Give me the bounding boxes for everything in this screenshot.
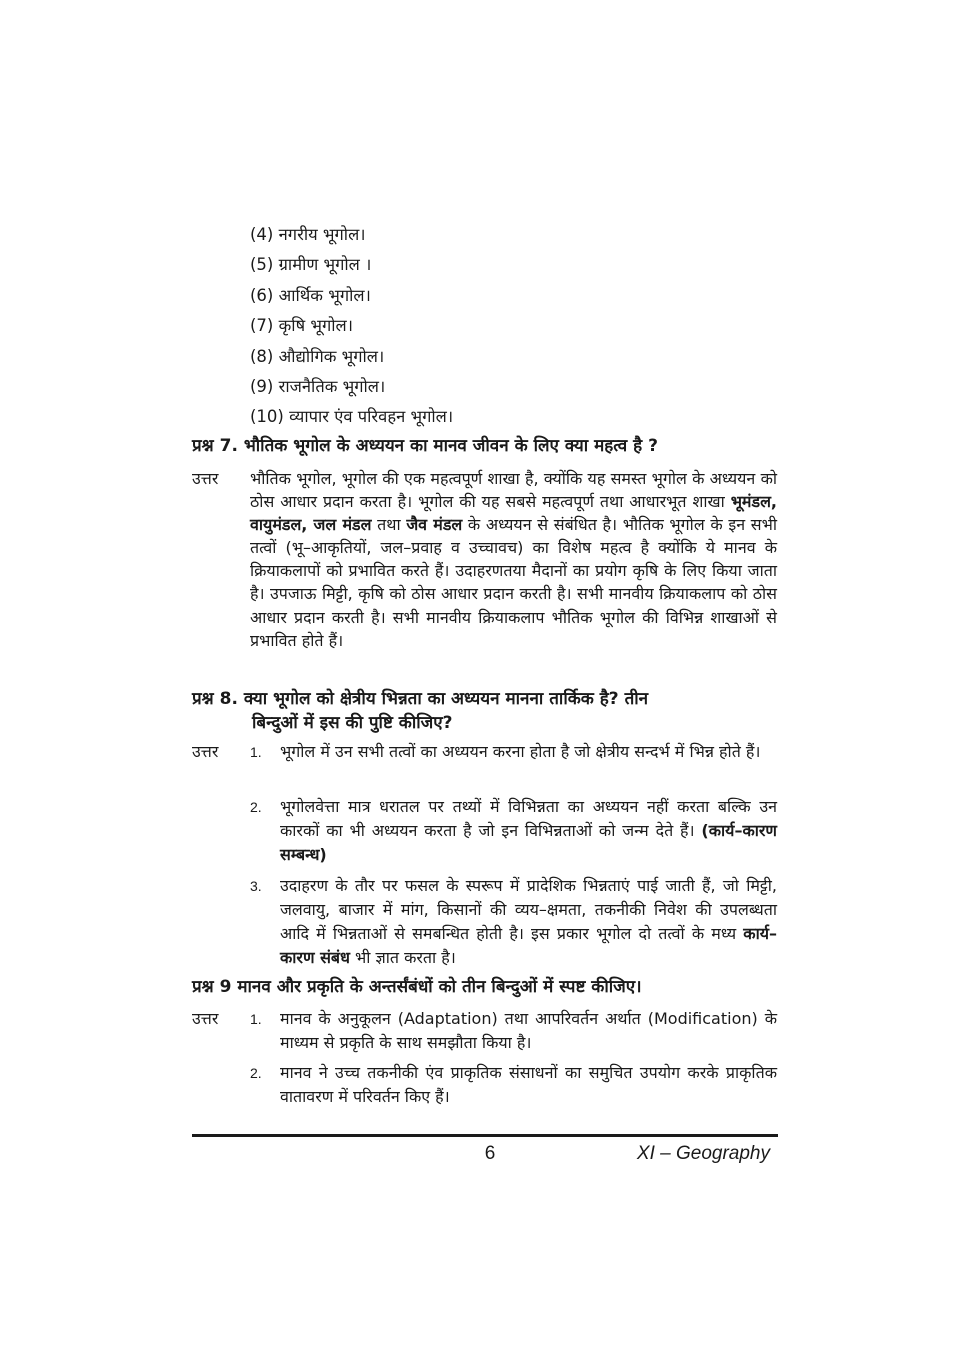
answer-label: उत्तर	[192, 742, 219, 761]
list-item: (6) आर्थिक भूगोल।	[250, 285, 371, 305]
list-item: (7) कृषि भूगोल।	[250, 316, 353, 336]
question-7-text: प्रश्न 7. भौतिक भूगोल के अध्ययन का मानव जीवन के लिए क्या महत्व है ?	[192, 436, 658, 456]
answer-7-body: भौतिक भूगोल, भूगोल की एक महत्वपूर्ण शाखा है, क्योंकि यह समस्त भूगोल के अध्ययन को ठोस आधार प्रदान करता है। भूगोल की यह सबसे महत्वपूर्ण तथा आधारभूत शाखा भूमंडल, वायुमंडल, जल मंडल तथा जैव मंडल के अध्ययन से संबंधित है। भौतिक भूगोल के इन सभी तत्वों (भू–आकृतियों, जल–प्रवाह व उच्चावच) का विशेष महत्व है क्योंकि ये मानव के क्रियाकलापों को प्रभावित करते हैं। उदाहरणतया मैदानों का प्रयोग कृषि के लिए किया जाता है। उपजाऊ मिट्टी, कृषि को ठोस आधार प्रदान करती है। सभी मानवीय क्रियाकलाप को ठोस आधार प्रदान करती है। सभी मानवीय क्रियाकलाप भौतिक भूगोल की विभिन्न शाखाओं से प्रभावित होते हैं।	[250, 469, 777, 650]
page-number: 6	[484, 1143, 496, 1164]
answer-8-item-1: 1. भूगोल में उन सभी तत्वों का अध्ययन करना होता है जो क्षेत्रीय सन्दर्भ में भिन्न होते हैं।	[250, 742, 761, 761]
geography-branches-list	[250, 220, 770, 433]
question-8-line2: बिन्दुओं में इस की पुष्टि कीजिए?	[252, 713, 453, 733]
list-item: (8) औद्योगिक भूगोल।	[250, 346, 385, 366]
bold-term: कार्य–कारण संबंध	[280, 924, 777, 967]
list-item: (10) व्यापार एंव परिवहन भूगोल।	[250, 407, 454, 427]
question-8	[192, 687, 777, 735]
question-8-line1: प्रश्न 8. क्या भूगोल को क्षेत्रीय भिन्नता का अध्ययन मानना तार्किक है? तीन	[192, 689, 649, 709]
answer-8-item-3: 3. उदाहरण के तौर पर फसल के स्परूप में प्रादेशिक भिन्नताएं पाई जाती हैं, जो मिट्टी, जलवायु, बाजार में मांग, किसानों की व्यय–क्षमता, तकनीकी निवेश की उपलब्धता आदि में भिन्नताओं से समबन्धित होती है। इस प्रकार भूगोल दो तत्वों के मध्य कार्य–कारण संबंध भी ज्ञात करता है।	[250, 876, 777, 967]
answer-label: उत्तर	[192, 1009, 219, 1028]
course-title: XI – Geography	[636, 1143, 770, 1164]
bold-term: (कार्य–कारण सम्बन्ध)	[280, 821, 777, 864]
answer-8-item-2: 2. भूगोलवेत्ता मात्र धरातल पर तथ्यों में विभिन्नता का अध्ययन नहीं करता बल्कि उन कारकों का भी अध्ययन करता है जो इन विभिन्नताओं को जन्म देते हैं। (कार्य–कारण सम्बन्ध)	[250, 797, 777, 864]
answer-9-item-1: 1. मानव के अनुकूलन (Adaptation) तथा आपरिवर्तन अर्थात (Modification) के माध्यम से प्रकृति के साथ समझौता किया है।	[250, 1009, 777, 1052]
list-item: (4) नगरीय भूगोल।	[250, 225, 366, 244]
bold-term: जैव मंडल	[406, 515, 463, 535]
footer-rule	[192, 1134, 778, 1137]
list-item: (5) ग्रामीण भूगोल ।	[250, 255, 372, 275]
question-9	[192, 975, 777, 999]
answer-label: उत्तर	[192, 469, 219, 488]
question-7	[192, 434, 777, 458]
bold-term: भूमंडल, वायुमंडल, जल मंडल	[250, 492, 777, 535]
question-9-text: प्रश्न 9 मानव और प्रकृति के अन्तर्संबंधों को तीन बिन्दुओं में स्पष्ट कीजिए।	[192, 977, 642, 997]
answer-9-item-2: 2. मानव ने उच्च तकनीकी एंव प्राकृतिक संसाधनों का समुचित उपयोग करके प्राकृतिक वातावरण में परिवर्तन किए हैं।	[250, 1063, 777, 1106]
answer-7	[192, 467, 777, 652]
list-item: (9) राजनैतिक भूगोल।	[250, 376, 386, 396]
